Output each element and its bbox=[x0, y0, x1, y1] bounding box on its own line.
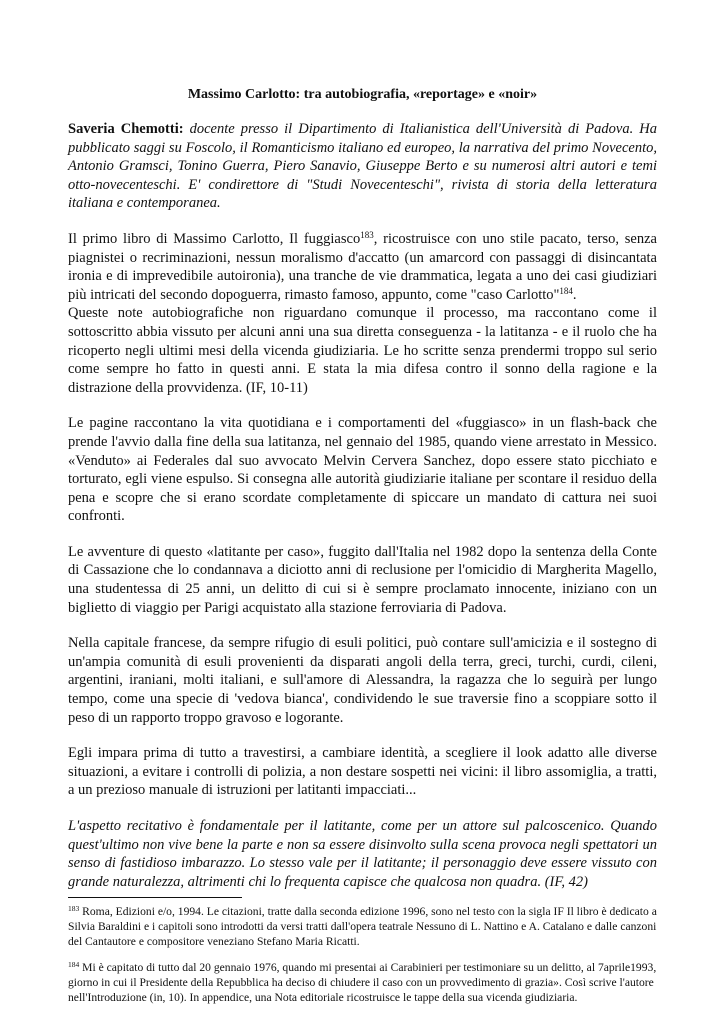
paragraph-notes: Queste note autobiografiche non riguardano comunque il processo, ma raccontano come il sottoscritto abbia vissuto per alcuni anni una sua diretta conseguenza - la latitanza - e il ruolo che ha ricoperto negli ultimi mesi della vicenda giudiziaria. Le ho scritte senza prendermi troppo sul serio come sempre ho fatto in questi anni. E stata la mia difesa contro il sonno della ragione e la distrazione della provvidenza. (IF, 10-11) bbox=[68, 305, 657, 396]
footnote-number: 183 bbox=[68, 904, 80, 914]
author-name: Saveria Chemotti: bbox=[68, 121, 184, 137]
paragraph-intro-part-c: . bbox=[572, 286, 577, 303]
block-quote: L'aspetto recitativo è fondamentale per il latitante, come per un attore sul palcoscenico. Quando quest'ultimo non vive bene la parte e non sa essere disinvolto sulla scena provoca negli spettatori un senso di fastidioso imbarazzo. Lo stesso vale per il latitante; il personaggio deve essere vissuto con grande naturalezza, altrimenti chi lo frequenta capisce che qualcosa non quadra. (IF, 42) bbox=[68, 818, 657, 890]
footnote-ref-183[interactable]: 183 bbox=[360, 229, 374, 240]
footnote-184 bbox=[68, 960, 657, 1005]
paragraph-intro bbox=[68, 230, 657, 304]
author-bio: docente presso il Dipartimento di Italianistica dell'Università di Padova. Ha pubblicato saggi su Foscolo, il Romanticismo italiano ed europeo, la narrativa del primo Novecento, Antonio Gramsci, Tonino Guerra, Piero Sanavio, Giuseppe Berto e su numerosi altri autori e temi otto-novecenteschi. E' condirettore di "Studi Novecenteschi", rivista di storia della letteratura italiana e contemporanea. bbox=[68, 121, 657, 212]
author-bio-paragraph bbox=[68, 120, 657, 213]
footnote-text: Mi è capitato di tutto dal 20 gennaio 1976, quando mi presentai ai Carabinieri per testimoniare su un delitto, al 7aprile1993, giorno in cui il Presidente della Repubblica ha deciso di chiudere il caso con un provvedimento di grazia». Così scrive l'autore nell'Introduzione (in, 10). In appendice, una Nota editoriale ricostruisce le tappe della sua vicenda giudiziaria. bbox=[68, 961, 657, 1005]
paragraph-disguise: Egli impara prima di tutto a travestirsi, a cambiare identità, a scegliere il look adatto alle diverse situazioni, a evitare i controlli di polizia, a non destare sospetti nei vicini: il libro assomiglia, a tratti, a un prezioso manuale di istruzioni per latitanti impacciati... bbox=[68, 745, 657, 799]
article-title: Massimo Carlotto: tra autobiografia, «reportage» e «noir» bbox=[187, 87, 538, 102]
paragraph-intro-part-a: Il primo libro di Massimo Carlotto, Il fuggiasco bbox=[68, 230, 361, 247]
paragraph-intro-part-b: , ricostruisce con uno stile pacato, terso, senza piagnistei o recriminazioni, nessun moralismo d'accatto (un amarcord con passaggi di disincantata ironia e di imprevedibile autoironia), una tranche de vie drammatica, legata a uno dei casi giudiziari più intricati del secondo dopoguerra, rimasto famoso, appunto, come "caso Carlotto" bbox=[68, 230, 657, 303]
footnote-number: 184 bbox=[68, 960, 80, 970]
footnote-divider bbox=[68, 897, 242, 898]
paragraph-daily-life: Le pagine raccontano la vita quotidiana e i comportamenti del «fuggiasco» in un flash-back che prende l'avvio dalla fine della sua latitanza, nel gennaio del 1985, quando viene arrestato in Messico. «Venduto» ai Federales dal suo avvocato Melvin Cervera Sanchez, dopo essere stato picchiato e torturato, egli viene espulso. Si consegna alle autorità giudiziarie italiane per scontare il residuo della pena e scopre che si erano scordate completamente di spiccare un mandato di cattura nei suoi confronti. bbox=[68, 415, 657, 525]
paragraph-adventures: Le avventure di questo «latitante per caso», fuggito dall'Italia nel 1982 dopo la sentenza della Conte di Cassazione che lo condannava a diciotto anni di reclusione per l'omicidio di Margherita Magello, una studentessa di 25 anni, un delitto di cui si è sempre proclamato innocente, iniziano con un biglietto di viaggio per Parigi acquistato alla stazione ferroviaria di Padova. bbox=[68, 543, 657, 616]
footnote-text: Roma, Edizioni e/o, 1994. Le citazioni, tratte dalla seconda edizione 1996, sono nel testo con la sigla IF Il libro è dedicato a Silvia Baraldini e i capitoli sono introdotti da versi tratti dall'opera teatrale Nessuno di L. Nattino e A. Catalano e dalle canzoni del Cantautore e compositore veneziano Stefano Maria Ricatti. bbox=[68, 905, 657, 949]
footnote-183 bbox=[68, 904, 657, 949]
paragraph-paris: Nella capitale francese, da sempre rifugio di esuli politici, può contare sull'amicizia e il sostegno di un'ampia comunità di esuli provenienti da disparati angoli della terra, greci, turchi, curdi, cileni, argentini, iraniani, molti italiani, e sull'amore di Alessandra, la ragazza che lo seguirà per lungo tempo, come una specie di 'vedova bianca', condividendo le sue traversie fino a scoppiare sotto il peso di un rapporto troppo gravoso e logorante. bbox=[68, 635, 657, 726]
footnote-ref-184[interactable]: 184 bbox=[559, 285, 573, 296]
